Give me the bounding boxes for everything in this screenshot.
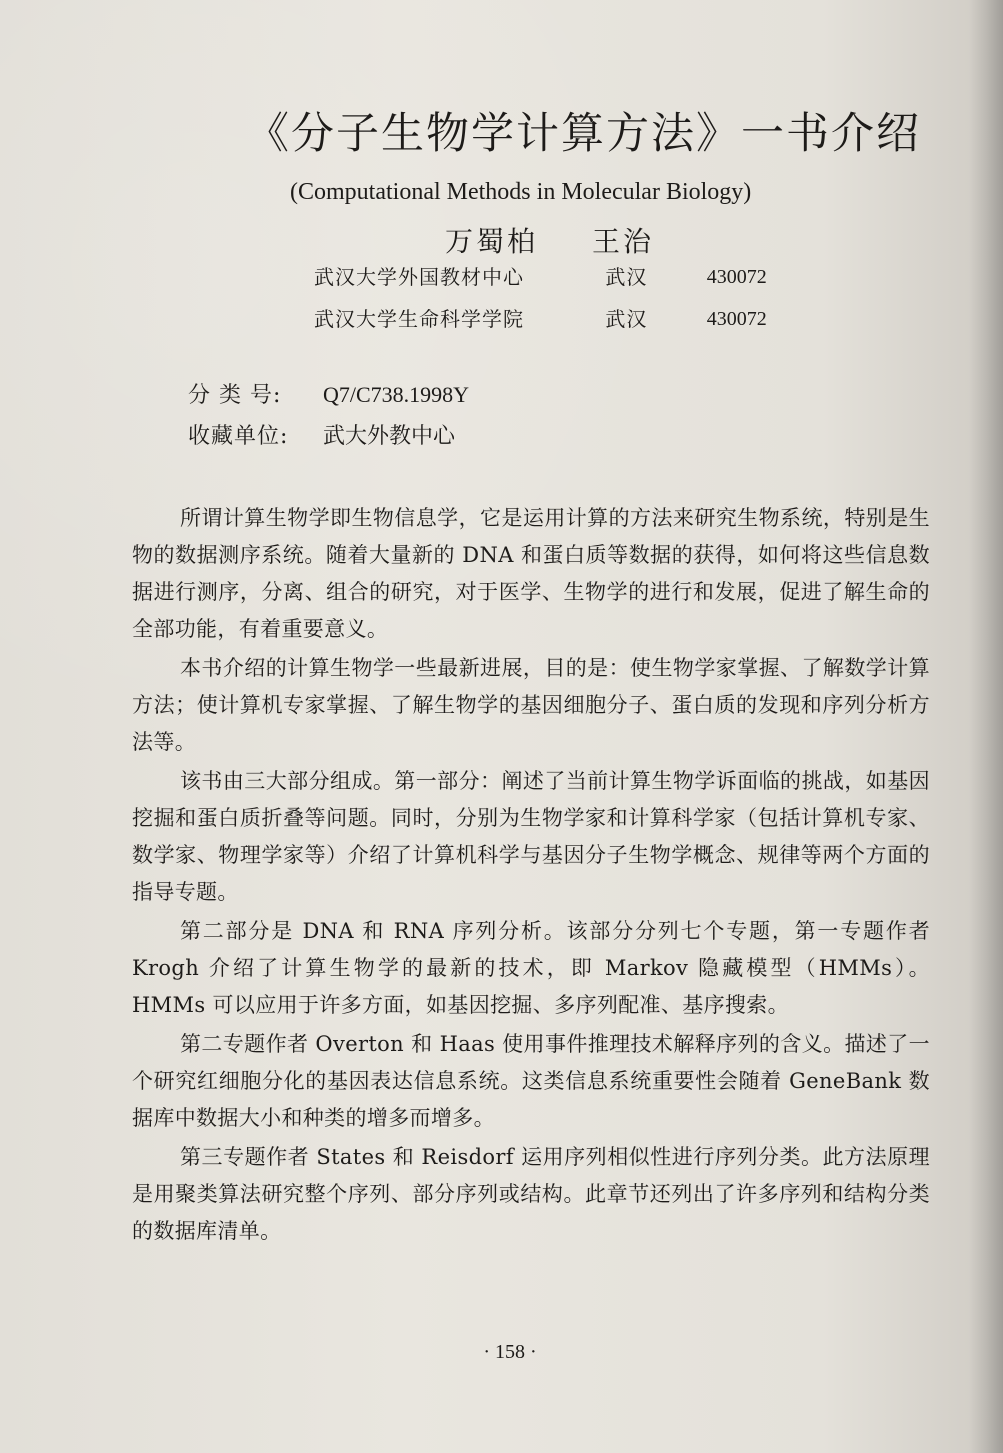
affiliation-list (314, 263, 784, 347)
affiliation-row (314, 263, 784, 305)
body-paragraph: 本书介绍的计算生物学一些最新进展，目的是：使生物学家掌握、了解数学计算方法；使计算机专家掌握、了解生物学的基因细胞分子、蛋白质的发现和序列分析方法等。 (132, 656, 930, 754)
body-paragraph: 该书由三大部分组成。第一部分：阐述了当前计算生物学诉面临的挑战，如基因挖掘和蛋白质折叠等问题。同时，分别为生物学家和计算科学家（包括计算机专家、数学家、物理学家等）介绍了计算机科学与基因分子生物学概念、规律等两个方面的指导专题。 (132, 769, 930, 904)
collection-row (188, 422, 618, 464)
affiliation-city: 武汉 (605, 307, 648, 331)
author-name: 万蜀柏 (445, 225, 539, 258)
document-title: 《分子生物学计算方法》一书介绍 (246, 109, 921, 159)
affiliation-organization: 武汉大学生命科学学院 (314, 307, 524, 331)
article-body (132, 500, 930, 1250)
affiliation-row (314, 305, 784, 347)
author-list (445, 225, 705, 259)
affiliation-city: 武汉 (605, 265, 648, 289)
classification-label: 分 类 号: (188, 383, 282, 408)
body-paragraph: 第二部分是 DNA 和 RNA 序列分析。该部分分列七个专题，第一专题作者 Krogh 介绍了计算生物学的最新的技术，即 Markov 隐藏模型（HMMs）。HMMs 可以应用于许多方面，如基因挖掘、多序列配准、基序搜索。 (132, 919, 930, 1017)
body-paragraph: 第三专题作者 States 和 Reisdorf 运用序列相似性进行序列分类。此方法原理是用聚类算法研究整个序列、部分序列或结构。此章节还列出了许多序列和结构分类的数据库清单。 (132, 1145, 930, 1243)
collection-label: 收藏单位: (188, 424, 289, 449)
classification-row (188, 380, 618, 422)
affiliation-postal-code: 430072 (706, 266, 767, 288)
classification-value: Q7/C738.1998Y (323, 382, 470, 407)
author-name: 王治 (592, 225, 655, 258)
page-number: · 158 · (483, 1341, 537, 1363)
affiliation-organization: 武汉大学外国教材中心 (314, 265, 524, 289)
body-paragraph: 第二专题作者 Overton 和 Haas 使用事件推理技术解释序列的含义。描述了一个研究红细胞分化的基因表达信息系统。这类信息系统重要性会随着 GeneBank 数据库中数据大小和种类的增多而增多。 (132, 1032, 930, 1130)
body-paragraph: 所谓计算生物学即生物信息学，它是运用计算的方法来研究生物系统，特别是生物的数据测序系统。随着大量新的 DNA 和蛋白质等数据的获得，如何将这些信息数据进行测序，分离、组合的研究，对于医学、生物学的进行和发展，促进了解生命的全部功能，有着重要意义。 (132, 506, 930, 641)
catalog-metadata (188, 380, 618, 464)
collection-value: 武大外教中心 (323, 424, 456, 449)
english-subtitle: (Computational Methods in Molecular Biology) (290, 179, 752, 205)
affiliation-postal-code: 430072 (706, 308, 767, 330)
